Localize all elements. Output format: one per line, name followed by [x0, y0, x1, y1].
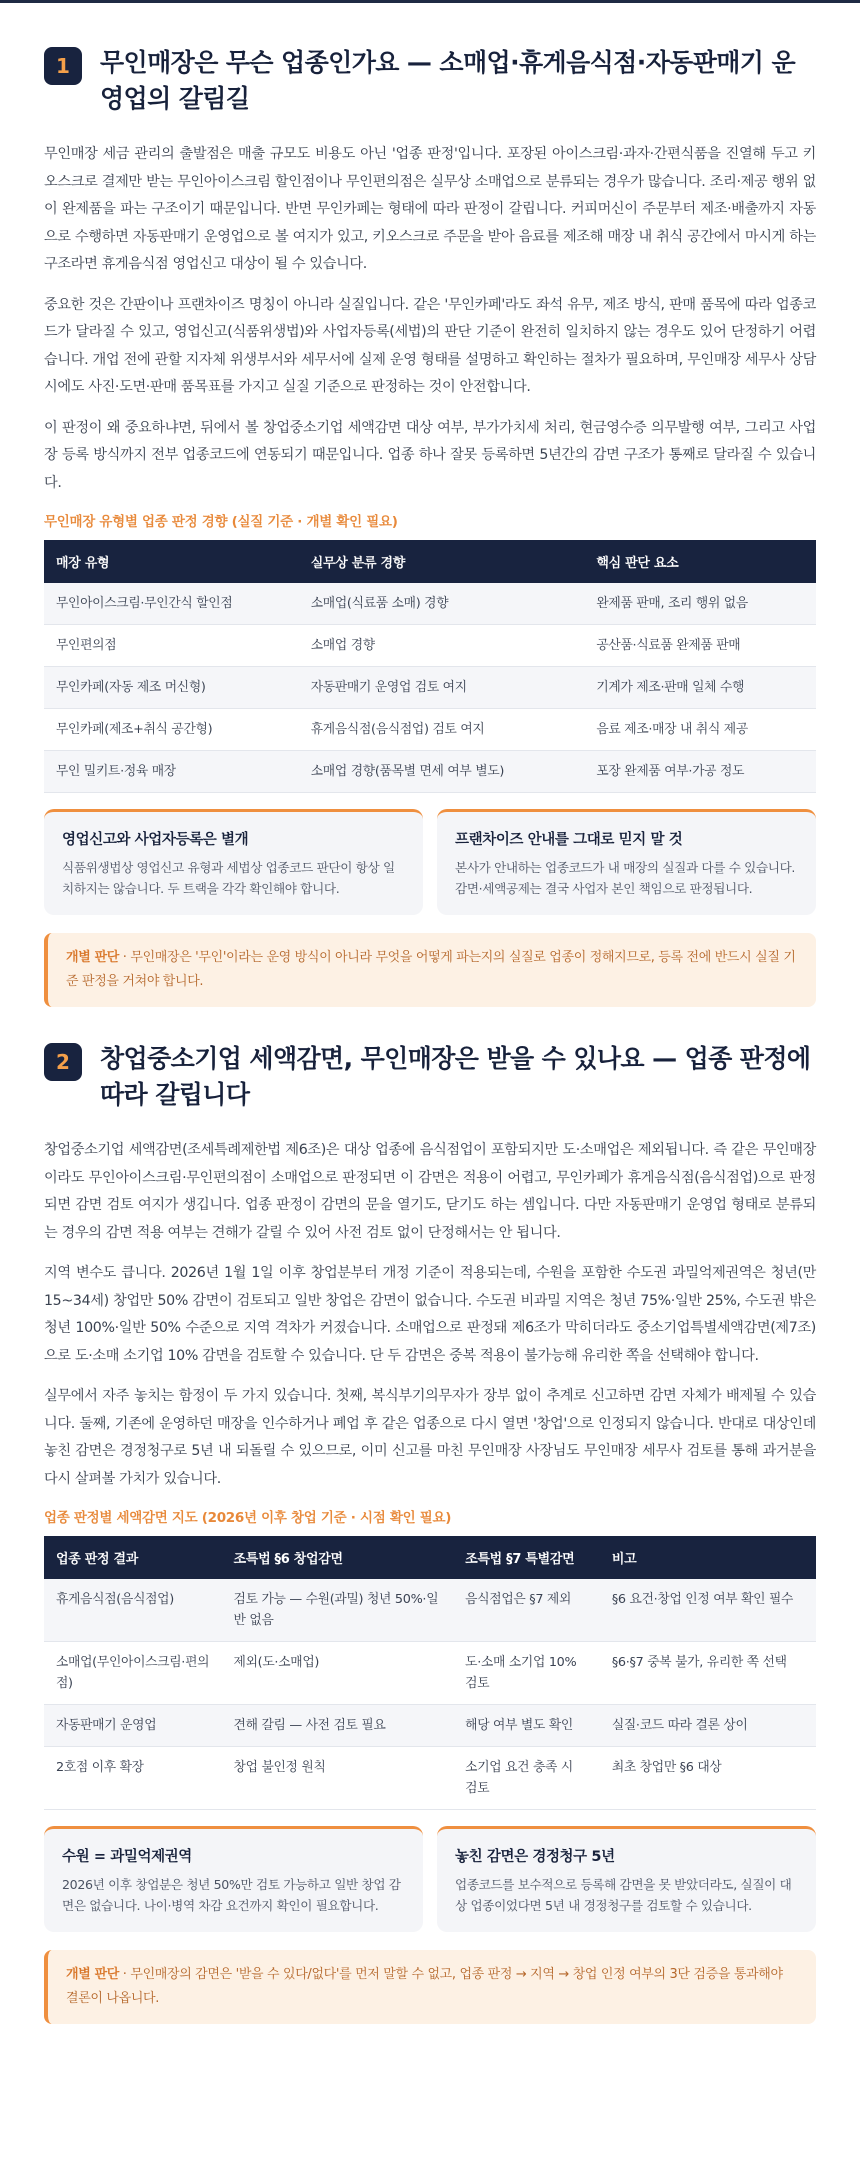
callout-text: · 무인매장의 감면은 '받을 수 있다/없다'를 먼저 말할 수 없고, 업종 판정 → 지역 → 창업 인정 여부의 3단 검증을 통과해야 결론이 나옵니다.	[66, 1967, 783, 2006]
callout-note	[44, 1950, 816, 2024]
section-number-badge: 2	[44, 1043, 82, 1081]
table-cell: 무인아이스크림·무인간식 할인점	[44, 583, 299, 625]
table-row	[44, 1642, 816, 1705]
info-card	[437, 1826, 816, 1932]
table-cell: 휴게음식점(음식점업)	[44, 1579, 222, 1642]
section-header	[44, 1041, 816, 1113]
table-cell: 소매업 경향(품목별 면세 여부 별도)	[299, 751, 585, 793]
table-cell: 견해 갈림 — 사전 검토 필요	[222, 1705, 454, 1747]
table-cell: 기계가 제조·판매 일체 수행	[584, 667, 816, 709]
column-header: 비고	[600, 1536, 816, 1579]
callout-label: 개별 판단	[66, 1967, 120, 1982]
table-cell: 자동판매기 운영업	[44, 1705, 222, 1747]
paragraph: 창업중소기업 세액감면(조세특례제한법 제6조)은 대상 업종에 음식점업이 포함되지만 도·소매업은 제외됩니다. 즉 같은 무인매장이라도 무인아이스크림·무인편의점이 소매업으로 판정되면 이 감면은 적용이 어렵고, 무인카페가 휴게음식점(음식점업)으로 판정되면 감면 검토 여지가 생깁니다. 업종 판정이 감면의 문을 열기도, 닫기도 하는 셈입니다. 다만 자동판매기 운영업 형태로 분류되는 경우의 감면 적용 여부는 견해가 갈릴 수 있어 사전 검토 없이 단정해서는 안 됩니다.	[44, 1142, 816, 1241]
table-cell: 공산품·식료품 완제품 판매	[584, 625, 816, 667]
column-header: 업종 판정 결과	[44, 1536, 222, 1579]
section-1	[44, 45, 816, 1007]
table-cell: 소매업(식료품 소매) 경향	[299, 583, 585, 625]
table-row	[44, 667, 816, 709]
paragraph: 중요한 것은 간판이나 프랜차이즈 명칭이 아니라 실질입니다. 같은 '무인카페'라도 좌석 유무, 제조 방식, 판매 품목에 따라 업종코드가 달라질 수 있고, 영업신고(식품위생법)와 사업자등록(세법)의 판단 기준이 완전히 일치하지 않는 경우도 있어 단정하기 어렵습니다. 개업 전에 관할 지자체 위생부서와 세무서에 실제 운영 형태를 설명하고 확인하는 절차가 필요하며, 무인매장 세무사 상담 시에도 사진·도면·판매 품목표를 가지고 실질 기준으로 판정하는 것이 안전합니다.	[44, 296, 816, 395]
column-header: 조특법 §6 창업감면	[222, 1536, 454, 1579]
table-row	[44, 583, 816, 625]
card-title: 영업신고와 사업자등록은 별개	[62, 832, 249, 848]
table-row	[44, 1579, 816, 1642]
section-2	[44, 1041, 816, 2024]
table-caption: 무인매장 유형별 업종 판정 경향 (실질 기준 · 개별 확인 필요)	[44, 514, 398, 530]
table-cell: 제외(도·소매업)	[222, 1642, 454, 1705]
table-cell: 음식점업은 §7 제외	[453, 1579, 600, 1642]
article	[0, 3, 860, 2064]
table-cell: 최초 창업만 §6 대상	[600, 1747, 816, 1810]
info-card	[44, 1826, 423, 1932]
table-cell: 무인카페(자동 제조 머신형)	[44, 667, 299, 709]
table-cell: 해당 여부 별도 확인	[453, 1705, 600, 1747]
card-body: 식품위생법상 영업신고 유형과 세법상 업종코드 판단이 항상 일치하지는 않습니다. 두 트랙을 각각 확인해야 합니다.	[62, 860, 395, 896]
table-cell: 소기업 요건 충족 시 검토	[453, 1747, 600, 1810]
store-type-table	[44, 540, 816, 793]
table-header-row	[44, 540, 816, 583]
table-cell: 소매업(무인아이스크림·편의점)	[44, 1642, 222, 1705]
table-cell: 도·소매 소기업 10% 검토	[453, 1642, 600, 1705]
paragraph: 지역 변수도 큽니다. 2026년 1월 1일 이후 창업분부터 개정 기준이 적용되는데, 수원을 포함한 수도권 과밀억제권역은 청년(만 15~34세) 창업만 50% 감면이 검토되고 일반 창업은 감면이 없습니다. 수도권 비과밀 지역은 청년 75%·일반 25%, 수도권 밖은 청년 100%·일반 50% 수준으로 지역 격차가 커졌습니다. 소매업으로 판정돼 제6조가 막히더라도 중소기업특별세액감면(제7조)으로 도·소매 소기업 10% 감면을 검토할 수 있습니다. 단 두 감면은 중복 적용이 불가능해 유리한 쪽을 선택해야 합니다.	[44, 1265, 816, 1364]
column-header: 조특법 §7 특별감면	[453, 1536, 600, 1579]
table-cell: 검토 가능 — 수원(과밀) 청년 50%·일반 없음	[222, 1579, 454, 1642]
section-header	[44, 45, 816, 117]
card-title: 프랜차이즈 안내를 그대로 믿지 말 것	[455, 832, 683, 848]
card-title: 수원 = 과밀억제권역	[62, 1849, 192, 1865]
card-body: 본사가 안내하는 업종코드가 내 매장의 실질과 다를 수 있습니다. 감면·세액공제는 결국 사업자 본인 책임으로 판정됩니다.	[455, 860, 796, 896]
callout-text: · 무인매장은 '무인'이라는 운영 방식이 아니라 무엇을 어떻게 파는지의 실질로 업종이 정해지므로, 등록 전에 반드시 실질 기준 판정을 거쳐야 합니다.	[66, 950, 796, 989]
card-body: 업종코드를 보수적으로 등록해 감면을 못 받았더라도, 실질이 대상 업종이었다면 5년 내 경정청구를 검토할 수 있습니다.	[455, 1877, 792, 1913]
section-title: 창업중소기업 세액감면, 무인매장은 받을 수 있나요 — 업종 판정에 따라 갈립니다	[100, 1044, 811, 1109]
callout-label: 개별 판단	[66, 950, 120, 965]
table-cell: 포장 완제품 여부·가공 정도	[584, 751, 816, 793]
column-header: 핵심 판단 요소	[584, 540, 816, 583]
table-cell: 창업 불인정 원칙	[222, 1747, 454, 1810]
table-cell: 무인카페(제조+취식 공간형)	[44, 709, 299, 751]
table-cell: 실질·코드 따라 결론 상이	[600, 1705, 816, 1747]
column-header: 매장 유형	[44, 540, 299, 583]
info-card	[437, 809, 816, 915]
table-cell: §6·§7 중복 불가, 유리한 쪽 선택	[600, 1642, 816, 1705]
column-header: 실무상 분류 경향	[299, 540, 585, 583]
section-title: 무인매장은 무슨 업종인가요 — 소매업·휴게음식점·자동판매기 운영업의 갈림길	[100, 48, 796, 113]
table-row	[44, 1747, 816, 1810]
table-cell: 완제품 판매, 조리 행위 없음	[584, 583, 816, 625]
card-body: 2026년 이후 창업분은 청년 50%만 검토 가능하고 일반 창업 감면은 없습니다. 나이·병역 차감 요건까지 확인이 필요합니다.	[62, 1877, 401, 1913]
table-cell: 소매업 경향	[299, 625, 585, 667]
info-cards	[44, 809, 816, 915]
table-cell: 자동판매기 운영업 검토 여지	[299, 667, 585, 709]
table-cell: 2호점 이후 확장	[44, 1747, 222, 1810]
tax-reduction-table	[44, 1536, 816, 1810]
paragraph: 무인매장 세금 관리의 출발점은 매출 규모도 비용도 아닌 '업종 판정'입니다. 포장된 아이스크림·과자·간편식품을 진열해 두고 키오스크로 결제만 받는 무인아이스크림 할인점이나 무인편의점은 실무상 소매업으로 분류되는 경우가 많습니다. 조리·제공 행위 없이 완제품을 파는 구조이기 때문입니다. 반면 무인카페는 형태에 따라 판정이 갈립니다. 커피머신이 주문부터 제조·배출까지 자동으로 수행하면 자동판매기 운영업으로 볼 여지가 있고, 키오스크로 주문을 받아 음료를 제조해 매장 내 취식 공간에서 마시게 하는 구조라면 휴게음식점 영업신고 대상이 될 수 있습니다.	[44, 146, 817, 272]
table-cell: 무인 밀키트·정육 매장	[44, 751, 299, 793]
table-cell: 휴게음식점(음식점업) 검토 여지	[299, 709, 585, 751]
table-cell: 무인편의점	[44, 625, 299, 667]
table-header-row	[44, 1536, 816, 1579]
table-row	[44, 625, 816, 667]
paragraph: 실무에서 자주 놓치는 함정이 두 가지 있습니다. 첫째, 복식부기의무자가 장부 없이 추계로 신고하면 감면 자체가 배제될 수 있습니다. 둘째, 기존에 운영하던 매장을 인수하거나 폐업 후 같은 업종으로 다시 열면 '창업'으로 인정되지 않습니다. 반대로 대상인데 놓친 감면은 경정청구로 5년 내 되돌릴 수 있으므로, 이미 신고를 마친 무인매장 사장님도 무인매장 세무사 검토를 통해 과거분을 다시 살펴볼 가치가 있습니다.	[44, 1388, 816, 1487]
table-row	[44, 751, 816, 793]
card-title: 놓친 감면은 경정청구 5년	[455, 1849, 615, 1865]
table-cell: §6 요건·창업 인정 여부 확인 필수	[600, 1579, 816, 1642]
info-card	[44, 809, 423, 915]
table-cell: 음료 제조·매장 내 취식 제공	[584, 709, 816, 751]
info-cards	[44, 1826, 816, 1932]
table-row	[44, 709, 816, 751]
paragraph: 이 판정이 왜 중요하냐면, 뒤에서 볼 창업중소기업 세액감면 대상 여부, 부가가치세 처리, 현금영수증 의무발행 여부, 그리고 사업장 등록 방식까지 전부 업종코드에 연동되기 때문입니다. 업종 하나 잘못 등록하면 5년간의 감면 구조가 통째로 달라질 수 있습니다.	[44, 419, 816, 491]
section-number-badge: 1	[44, 47, 82, 85]
table-row	[44, 1705, 816, 1747]
table-caption: 업종 판정별 세액감면 지도 (2026년 이후 창업 기준 · 시점 확인 필요)	[44, 1510, 452, 1526]
callout-note	[44, 933, 816, 1007]
